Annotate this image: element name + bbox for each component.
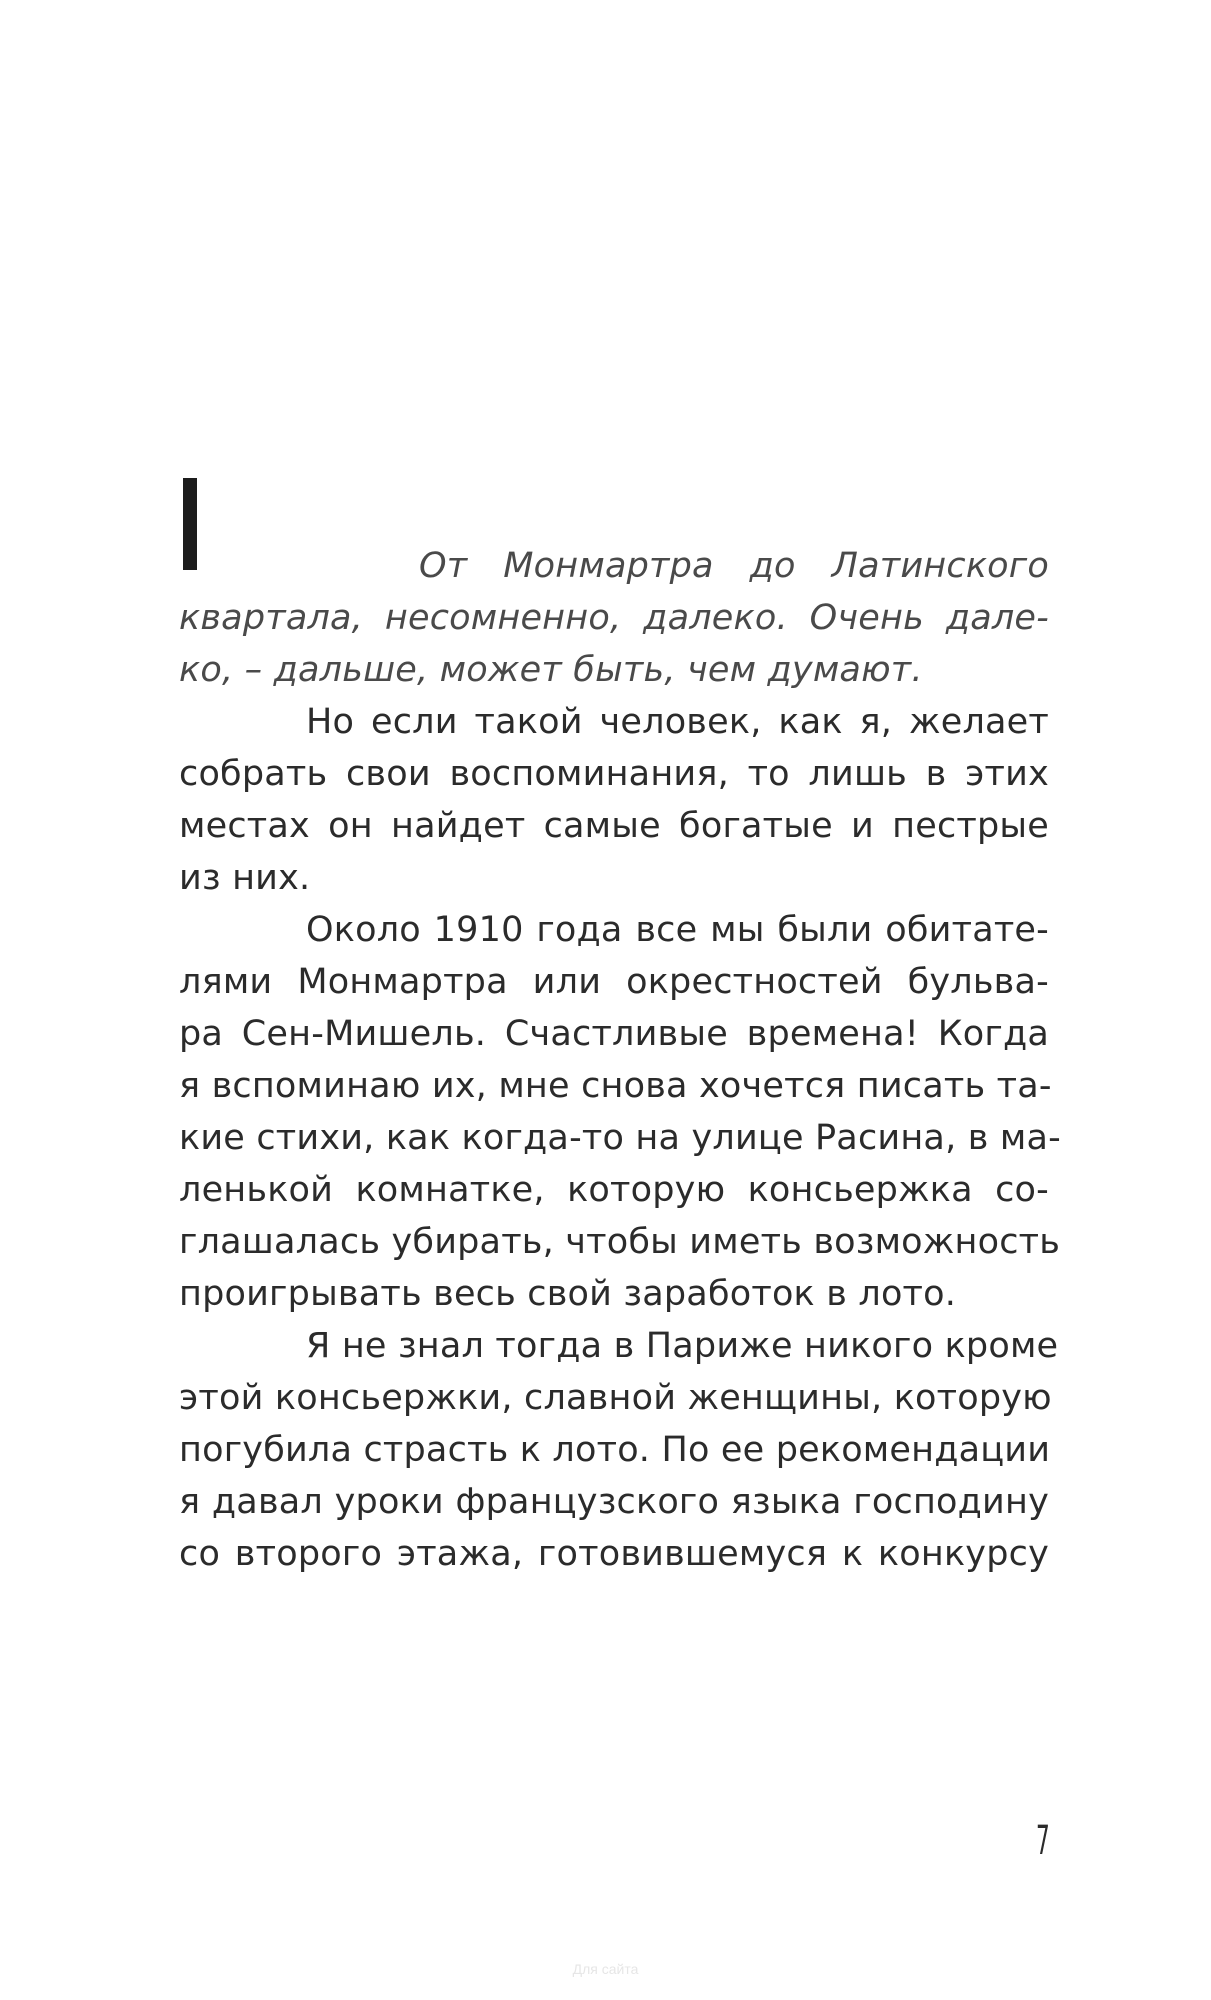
text-line: погубила страсть к лото. По ее рекомендации (179, 1430, 1051, 1470)
text-line: со второго этажа, готовившемуся к конкурсу (179, 1534, 1049, 1574)
text-line: ко, – дальше, может быть, чем думают. (179, 650, 923, 690)
text-line: местах он найдет самые богатые и пестрые (179, 806, 1049, 846)
text-line: кие стихи, как когда-то на улице Расина, в ма- (179, 1118, 1061, 1158)
text-line: проигрывать весь свой заработок в лото. (179, 1274, 957, 1314)
text-line: лями Монмартра или окрестностей бульва- (179, 962, 1049, 1002)
text-line: ленькой комнатке, которую консьержка со- (179, 1170, 1049, 1210)
text-line: из них. (179, 858, 311, 898)
paragraph-3 (179, 904, 1061, 1320)
text-block (179, 540, 1061, 1580)
paragraph-2 (179, 696, 1049, 904)
text-line: От Монмартра до Латинского (419, 546, 1049, 586)
paragraph-1 (179, 540, 1049, 696)
paragraph-4 (179, 1320, 1059, 1580)
text-line: я вспоминаю их, мне снова хочется писать та- (179, 1066, 1052, 1106)
text-line: Я не знал тогда в Париже никого кроме (306, 1326, 1059, 1366)
text-line: Около 1910 года все мы были обитате- (306, 910, 1049, 950)
text-line: квартала, несомненно, далеко. Очень дале- (179, 598, 1049, 638)
text-line: глашалась убирать, чтобы иметь возможность (179, 1222, 1061, 1262)
text-line: я давал уроки французского языка господину (179, 1482, 1049, 1522)
watermark: Для сайта (572, 1961, 639, 1977)
text-line: Но если такой человек, как я, желает (306, 702, 1049, 742)
text-line: собрать свои воспоминания, то лишь в этих (179, 754, 1049, 794)
text-line: этой консьержки, славной женщины, которую (179, 1378, 1052, 1418)
text-line: ра Сен-Мишель. Счастливые времена! Когда (179, 1014, 1049, 1054)
page-number: 7 (1036, 1818, 1050, 1864)
